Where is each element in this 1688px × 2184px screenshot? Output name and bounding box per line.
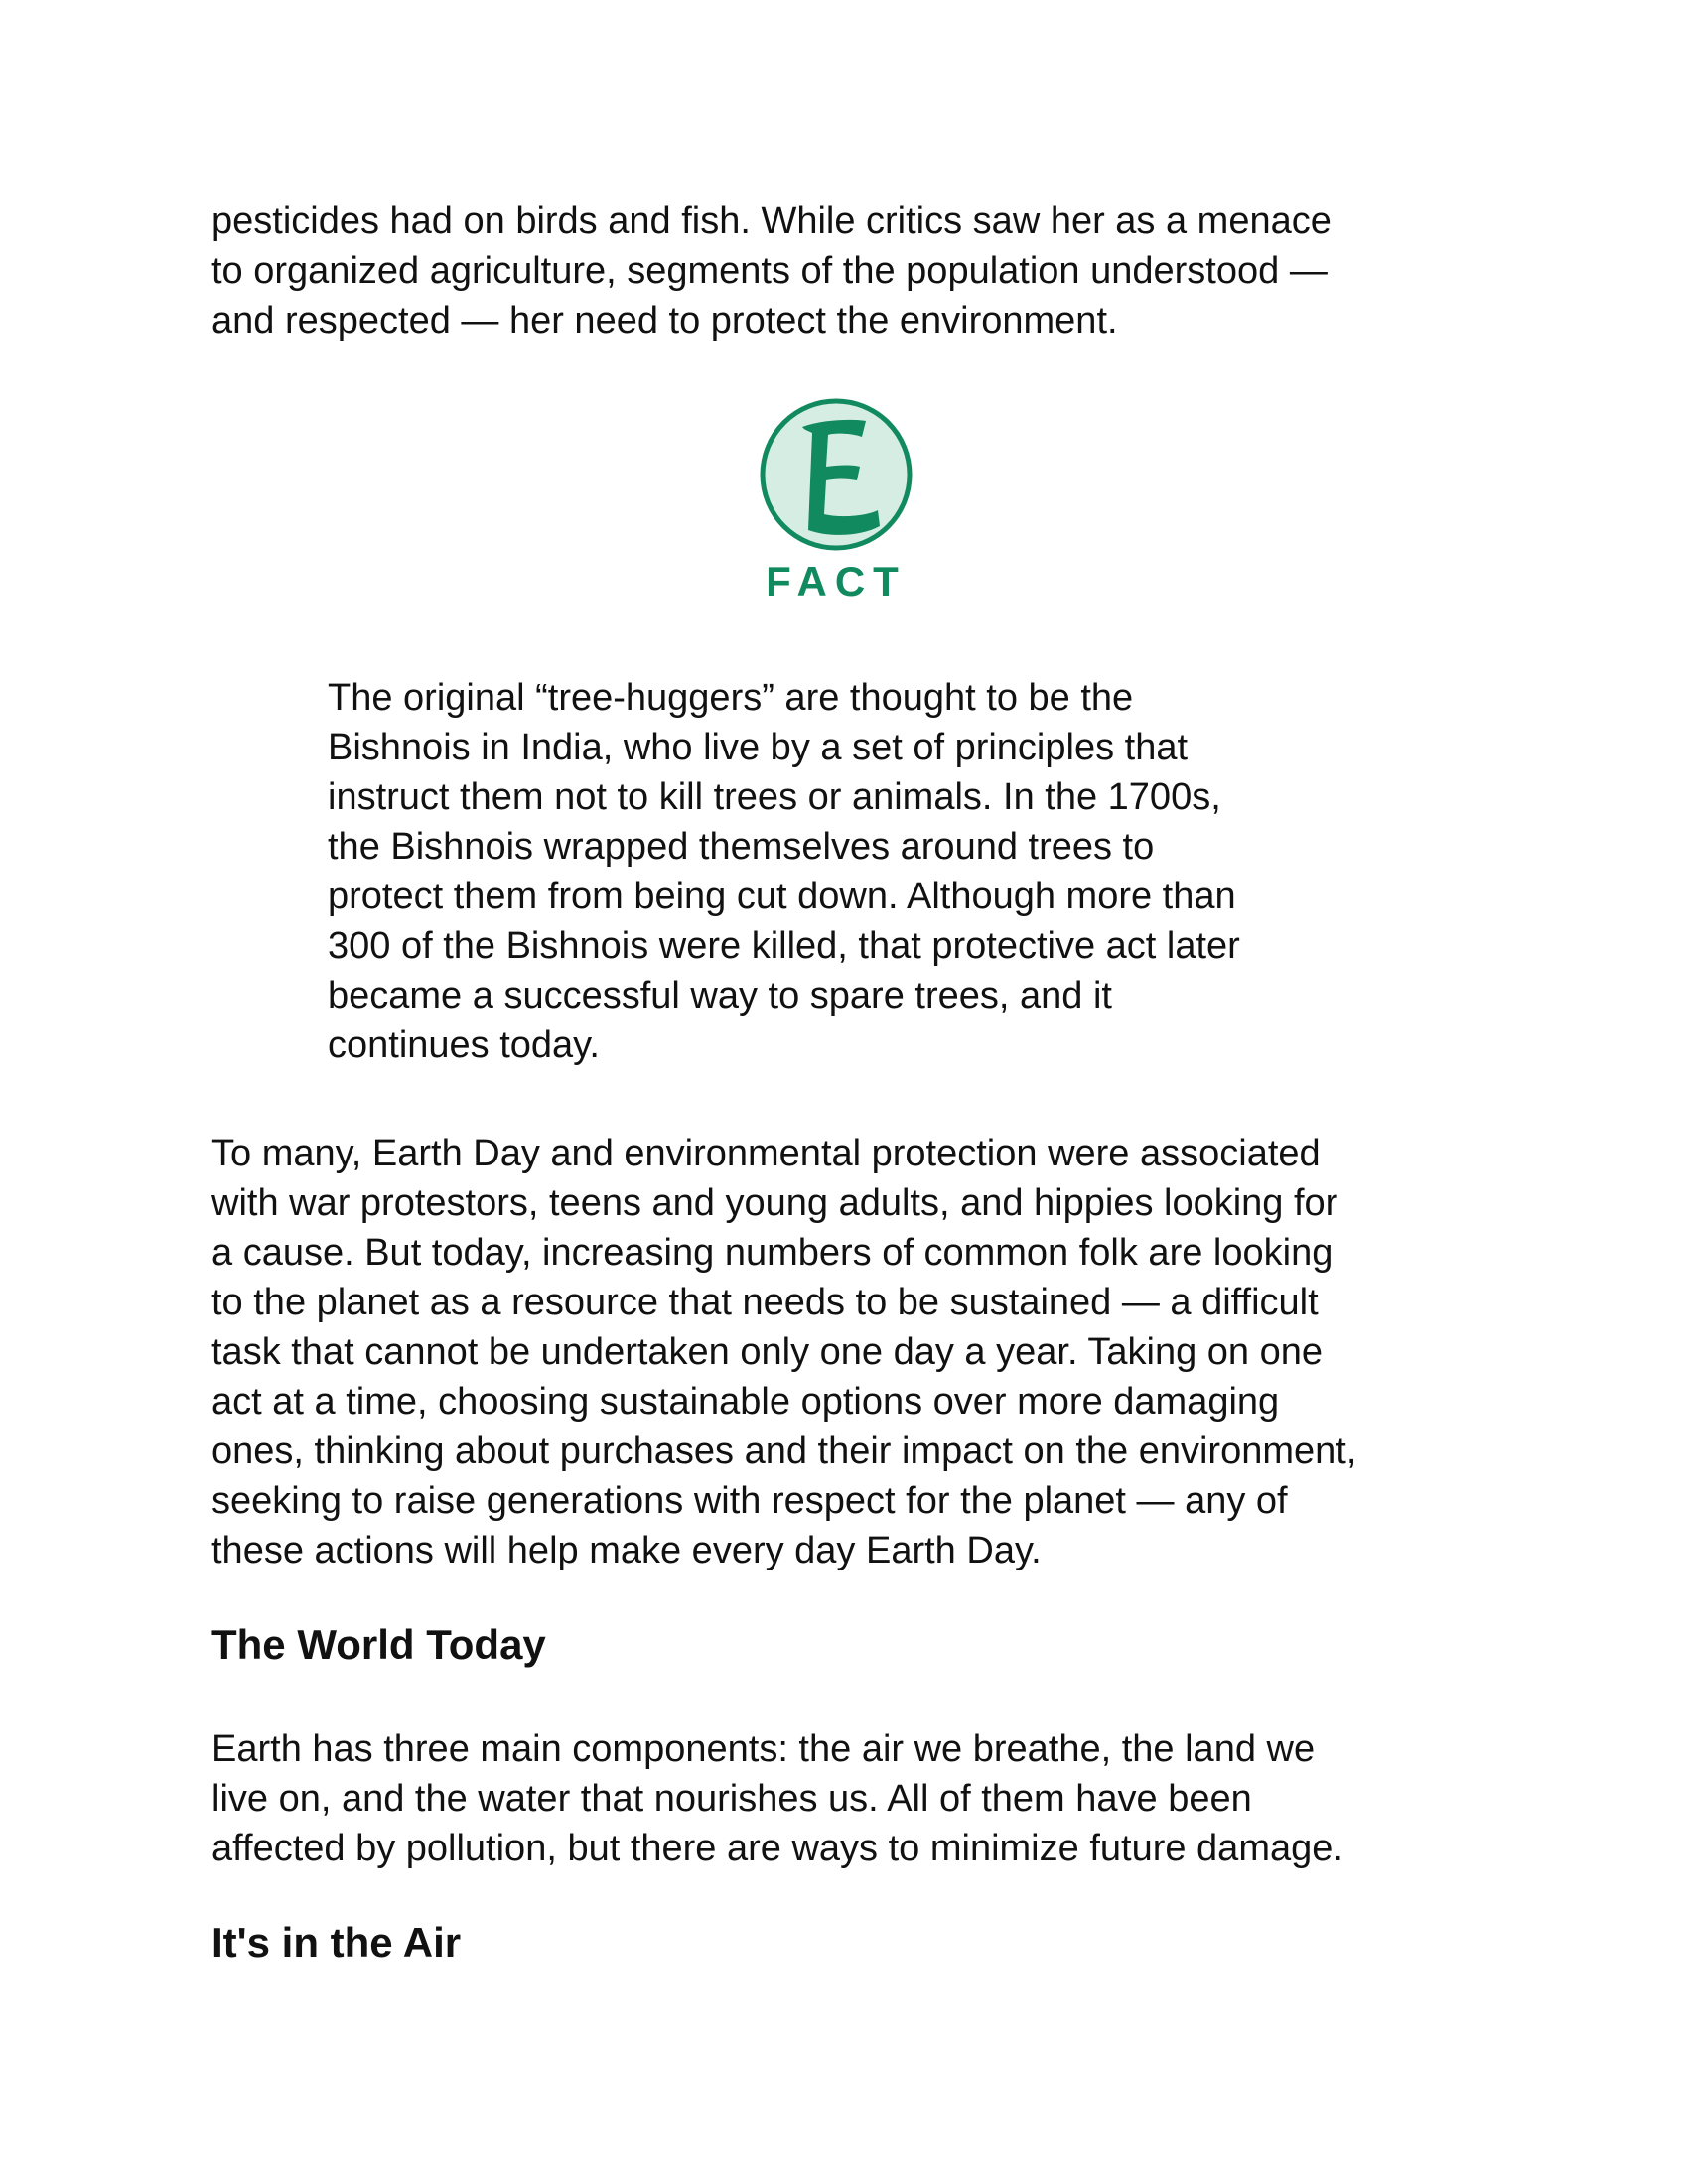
text-line: with war protestors, teens and young adults, and hippies looking for	[211, 1182, 1338, 1224]
earth-day-paragraph	[211, 1129, 1356, 1575]
section-heading-world-today: The World Today	[211, 1621, 546, 1668]
text-line: pesticides had on birds and fish. While critics saw her as a menace	[211, 201, 1332, 242]
text-line: the Bishnois wrapped themselves around trees to	[328, 826, 1155, 868]
world-today-paragraph	[211, 1724, 1343, 1873]
fact-paragraph	[328, 673, 1240, 1070]
text-line: The original “tree-huggers” are thought to be the	[328, 677, 1134, 719]
text-line: live on, and the water that nourishes us. All of them have been	[211, 1778, 1252, 1820]
e-fact-logo-icon	[755, 397, 933, 606]
text-line: task that cannot be undertaken only one day a year. Taking on one	[211, 1331, 1323, 1373]
text-line: Bishnois in India, who live by a set of principles that	[328, 727, 1189, 768]
text-line: these actions will help make every day Earth Day.	[211, 1530, 1042, 1571]
text-line: 300 of the Bishnois were killed, that protective act later	[328, 925, 1240, 967]
text-line: a cause. But today, increasing numbers of common folk are looking	[211, 1232, 1334, 1274]
text-line: and respected — her need to protect the environment.	[211, 300, 1118, 341]
e-fact-logo	[755, 397, 933, 606]
section-heading-air: It's in the Air	[211, 1919, 462, 1966]
text-line: instruct them not to kill trees or animals. In the 1700s,	[328, 776, 1221, 818]
text-line: affected by pollution, but there are ways to minimize future damage.	[211, 1828, 1343, 1869]
text-line: became a successful way to spare trees, and it	[328, 975, 1112, 1017]
text-line: act at a time, choosing sustainable options over more damaging	[211, 1381, 1280, 1423]
text-line: continues today.	[328, 1024, 600, 1066]
text-line: protect them from being cut down. Although more than	[328, 876, 1236, 917]
logo-caption: FACT	[766, 558, 907, 605]
text-line: to the planet as a resource that needs to be sustained — a difficult	[211, 1282, 1319, 1323]
text-line: To many, Earth Day and environmental protection were associated	[211, 1133, 1321, 1174]
text-line: Earth has three main components: the air we breathe, the land we	[211, 1728, 1316, 1770]
intro-paragraph	[211, 197, 1332, 345]
text-line: ones, thinking about purchases and their impact on the environment,	[211, 1431, 1357, 1472]
text-line: to organized agriculture, segments of the population understood —	[211, 250, 1328, 292]
text-line: seeking to raise generations with respect for the planet — any of	[211, 1480, 1288, 1522]
